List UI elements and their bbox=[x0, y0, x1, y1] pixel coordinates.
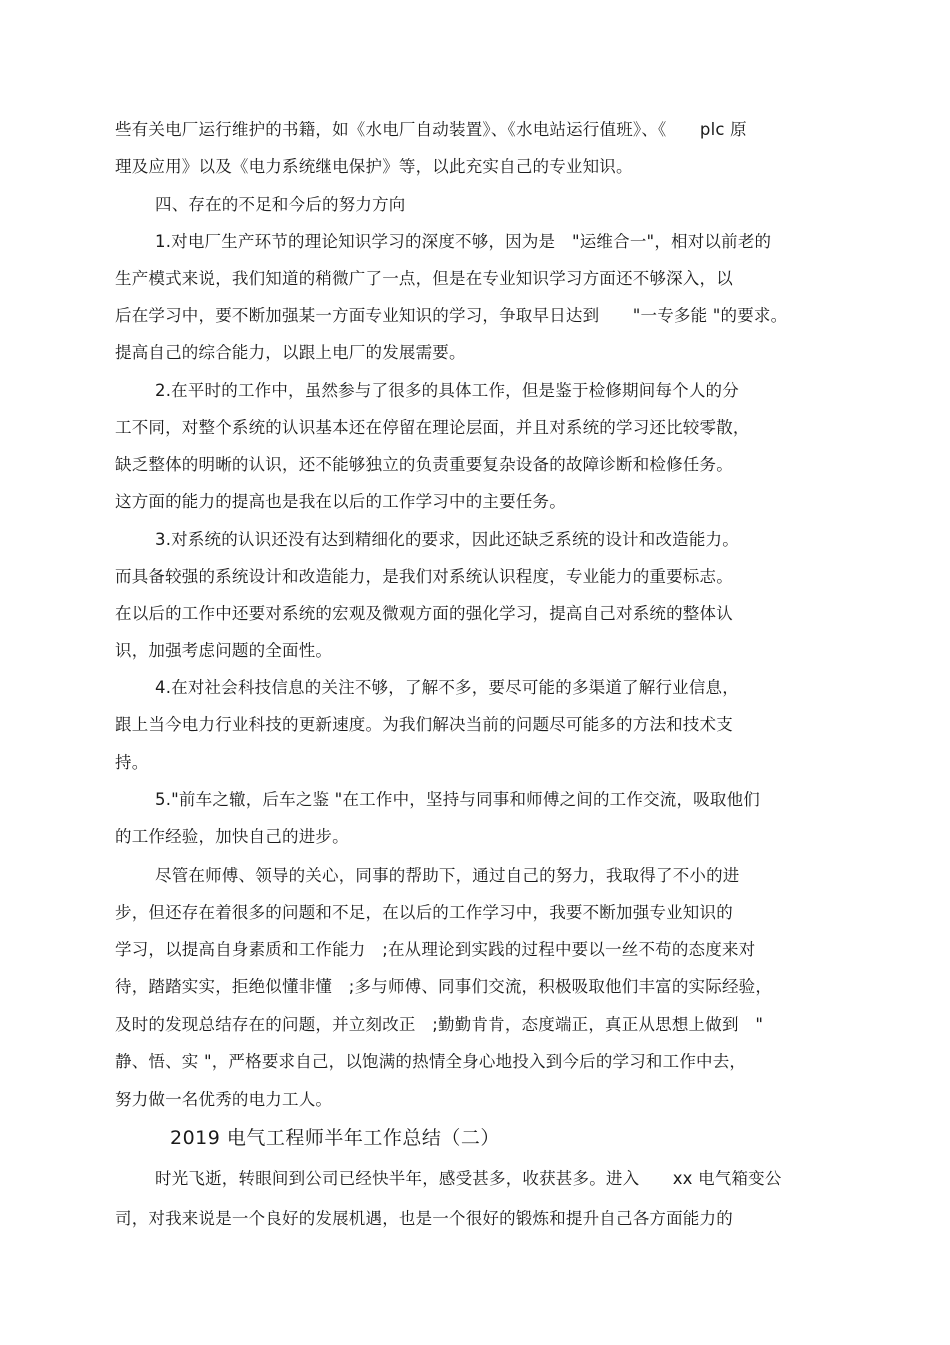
text-line: 跟上当今电力行业科技的更新速度。为我们解决当前的问题尽可能多的方法和技术支 bbox=[115, 715, 733, 734]
text-line: 的工作经验，加快自己的进步。 bbox=[115, 827, 349, 846]
text-line: 司，对我来说是一个良好的发展机遇，也是一个很好的锻炼和提升自己各方面能力的 bbox=[115, 1209, 733, 1228]
text-line: 工不同，对整个系统的认识基本还在停留在理论层面，并且对系统的学习还比较零散， bbox=[115, 418, 750, 437]
text-line: 1.对电厂生产环节的理论知识学习的深度不够，因为是 "运维合一"，相对以前老的 bbox=[155, 232, 772, 251]
text-line: 缺乏整体的明晰的认识，还不能够独立的负责重要复杂设备的故障诊断和检修任务。 bbox=[115, 455, 733, 474]
text-line: 学习，以提高自身素质和工作能力 ;在从理论到实践的过程中要以一丝不苟的态度来对 bbox=[115, 940, 756, 959]
section-title: 2019 电气工程师半年工作总结（二） bbox=[170, 1127, 500, 1149]
text-line: 静、悟、实 "，严格要求自己，以饱满的热情全身心地投入到今后的学习和工作中去， bbox=[115, 1052, 747, 1071]
text-line: 而具备较强的系统设计和改造能力，是我们对系统认识程度，专业能力的重要标志。 bbox=[115, 567, 733, 586]
text-line: 尽管在师傅、领导的关心，同事的帮助下，通过自己的努力，我取得了不小的进 bbox=[155, 866, 740, 885]
section-heading: 四、存在的不足和今后的努力方向 bbox=[155, 195, 406, 214]
text-line: 持。 bbox=[115, 753, 149, 772]
text-line: 理及应用》以及《电力系统继电保护》等，以此充实自己的专业知识。 bbox=[115, 157, 633, 176]
text-line: 5."前车之辙，后车之鉴 "在工作中，坚持与同事和师傅之间的工作交流，吸取他们 bbox=[155, 790, 760, 809]
text-line: 提高自己的综合能力，以跟上电厂的发展需要。 bbox=[115, 343, 466, 362]
text-line: 在以后的工作中还要对系统的宏观及微观方面的强化学习，提高自己对系统的整体认 bbox=[115, 604, 733, 623]
text-line: 步，但还存在着很多的问题和不足，在以后的工作学习中，我要不断加强专业知识的 bbox=[115, 903, 733, 922]
text-line: 识，加强考虑问题的全面性。 bbox=[115, 641, 333, 660]
text-line: 后在学习中，要不断加强某一方面专业知识的学习，争取早日达到 "一专多能 "的要求。 bbox=[115, 306, 788, 325]
text-line: 及时的发现总结存在的问题，并立刻改正 ;勤勤肯肯，态度端正，真正从思想上做到 " bbox=[115, 1015, 764, 1034]
text-line: 这方面的能力的提高也是我在以后的工作学习中的主要任务。 bbox=[115, 492, 566, 511]
text-line: 4.在对社会科技信息的关注不够，了解不多，要尽可能的多渠道了解行业信息， bbox=[155, 678, 739, 697]
text-line: 待，踏踏实实，拒绝似懂非懂 ;多与师傅、同事们交流，积极吸取他们丰富的实际经验， bbox=[115, 977, 773, 996]
text-line: 努力做一名优秀的电力工人。 bbox=[115, 1090, 333, 1109]
text-line: 些有关电厂运行维护的书籍，如《水电厂自动装置》、《水电站运行值班》、《 plc 原 bbox=[115, 120, 747, 139]
text-line: 3.对系统的认识还没有达到精细化的要求，因此还缺乏系统的设计和改造能力。 bbox=[155, 530, 739, 549]
text-line: 2.在平时的工作中，虽然参与了很多的具体工作，但是鉴于检修期间每个人的分 bbox=[155, 381, 739, 400]
text-line: 时光飞逝，转眼间到公司已经快半年，感受甚多，收获甚多。进入 xx 电气箱变公 bbox=[155, 1169, 782, 1188]
text-line: 生产模式来说，我们知道的稍微广了一点，但是在专业知识学习方面还不够深入，以 bbox=[115, 269, 733, 288]
